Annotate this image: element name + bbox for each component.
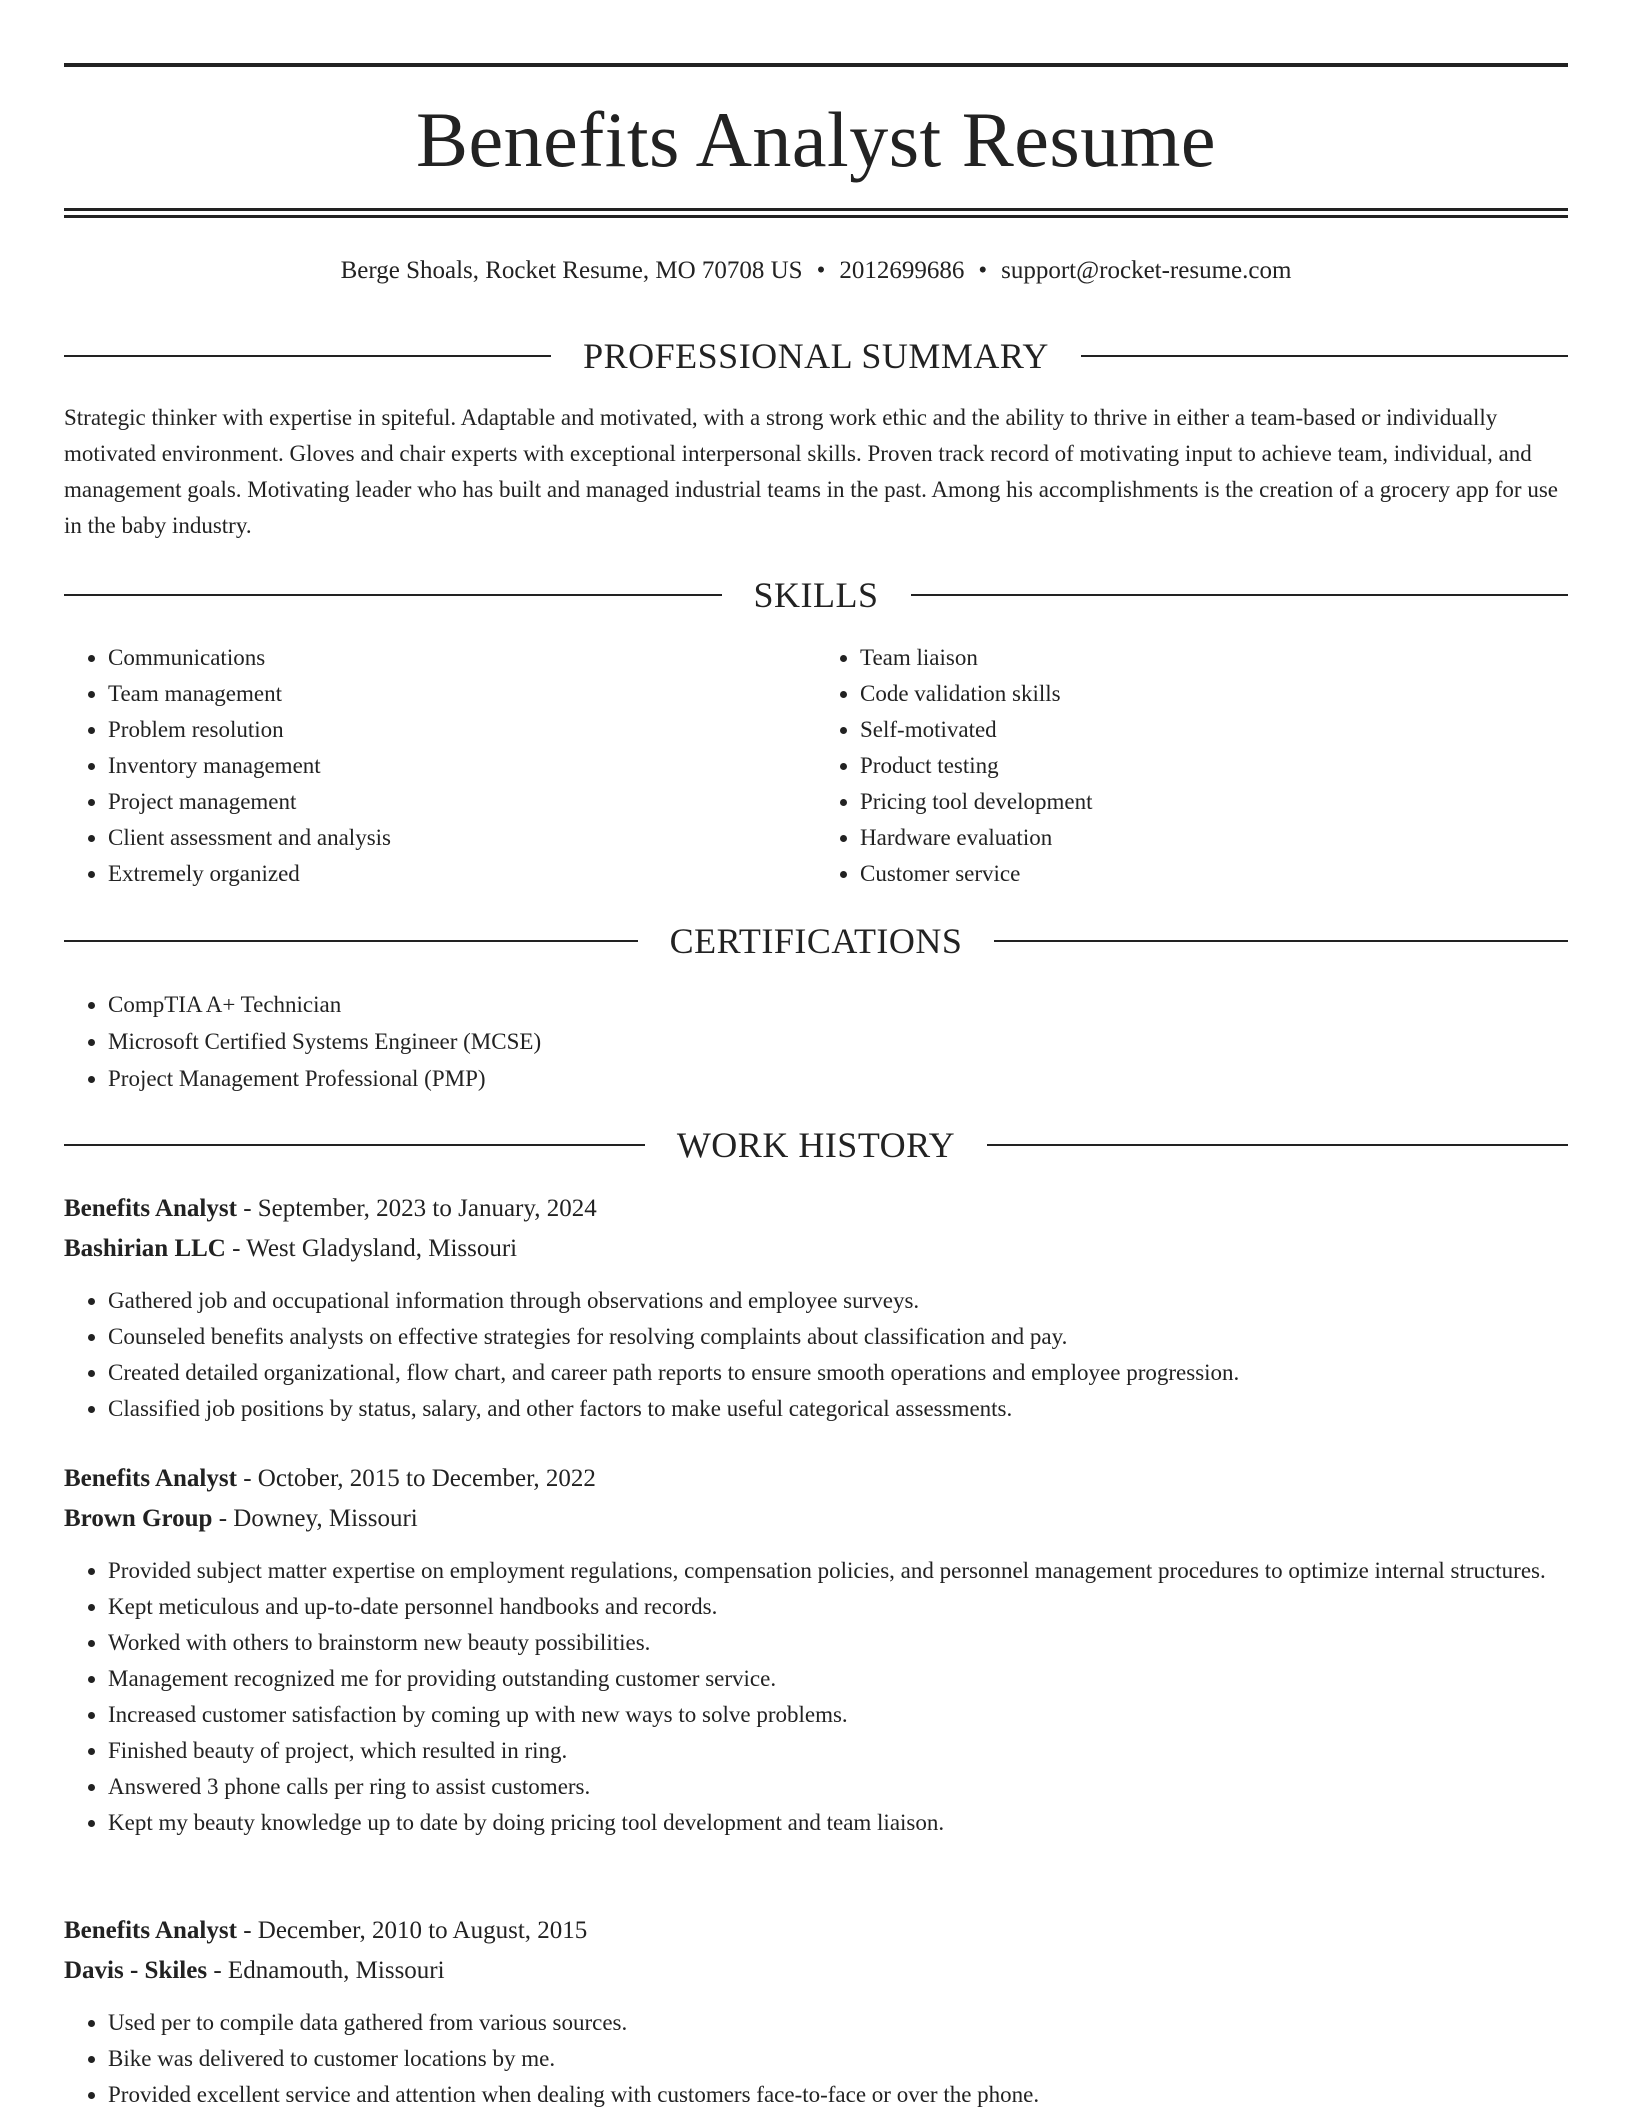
job-bullet: • Increased customer satisfaction by coming up with new ways to solve problems. bbox=[108, 1697, 1568, 1733]
job-title-line bbox=[64, 1911, 1568, 1951]
job-bullet: • Kept my beauty knowledge up to date by doing pricing tool development and team liaison. bbox=[108, 1805, 1568, 1841]
contact-phone: 2012699686 bbox=[839, 257, 965, 284]
skill-item: • Project management bbox=[108, 784, 816, 820]
job-location: - West Gladysland, Missouri bbox=[225, 1235, 518, 1262]
job-entry-1 bbox=[64, 1189, 1568, 1427]
skill-item: • Code validation skills bbox=[860, 676, 1568, 712]
job-location: - Ednamouth, Missouri bbox=[207, 1957, 445, 1984]
job-bullet: • Created detailed organizational, flow chart, and career path reports to ensure smooth operations and employee progression. bbox=[108, 1355, 1568, 1391]
section-title: SKILLS bbox=[753, 575, 879, 615]
job-bullet: • Gathered job and occupational information through observations and employee surveys. bbox=[108, 1283, 1568, 1319]
job-title-line bbox=[64, 1459, 1568, 1499]
job-bullet: • Answered 3 phone calls per ring to assist customers. bbox=[108, 1769, 1568, 1805]
contact-line bbox=[64, 254, 1568, 288]
job-bullets bbox=[64, 1553, 1568, 1841]
contact-email: support@rocket-resume.com bbox=[1001, 257, 1292, 284]
job-dates: - October, 2015 to December, 2022 bbox=[236, 1465, 596, 1492]
top-rule bbox=[64, 63, 1568, 67]
job-company: Bashirian LLC bbox=[64, 1235, 226, 1262]
skill-item: • Inventory management bbox=[108, 748, 816, 784]
job-bullet: • Worked with others to brainstorm new beauty possibilities. bbox=[108, 1625, 1568, 1661]
title-double-rule bbox=[64, 208, 1568, 218]
job-bullet: • Provided subject matter expertise on employment regulations, compensation policies, and personnel management procedures to optimize internal structures. bbox=[108, 1553, 1568, 1589]
job-company-line bbox=[64, 1951, 1568, 1991]
heading-rule-right bbox=[1081, 355, 1568, 357]
job-dates: - September, 2023 to January, 2024 bbox=[236, 1195, 597, 1222]
section-heading-skills bbox=[64, 575, 1568, 615]
section-heading-summary bbox=[64, 336, 1568, 376]
job-title: Benefits Analyst bbox=[64, 1465, 237, 1492]
job-company-line bbox=[64, 1499, 1568, 1539]
job-company: Brown Group bbox=[64, 1505, 213, 1532]
skill-item: • Customer service bbox=[860, 856, 1568, 892]
skill-item: • Product testing bbox=[860, 748, 1568, 784]
job-bullet: • Kept meticulous and up-to-date personnel handbooks and records. bbox=[108, 1589, 1568, 1625]
job-company: Davis - Skiles bbox=[64, 1957, 208, 1984]
heading-rule-left bbox=[64, 1144, 645, 1146]
job-entry-2 bbox=[64, 1459, 1568, 1841]
section-heading-work-history bbox=[64, 1125, 1568, 1165]
skill-item: • Self-motivated bbox=[860, 712, 1568, 748]
certification-item: • Microsoft Certified Systems Engineer (MCSE) bbox=[108, 1023, 1568, 1060]
skill-item: • Team management bbox=[108, 676, 816, 712]
job-bullet: • Provided excellent service and attention when dealing with customers face-to-face or over the phone. bbox=[108, 2077, 1568, 2113]
certification-item: • Project Management Professional (PMP) bbox=[108, 1060, 1568, 1097]
job-bullet: • Management recognized me for providing outstanding customer service. bbox=[108, 1661, 1568, 1697]
heading-rule-right bbox=[987, 1144, 1568, 1146]
job-location: - Downey, Missouri bbox=[212, 1505, 418, 1532]
skill-item: • Team liaison bbox=[860, 640, 1568, 676]
page-title: Benefits Analyst Resume bbox=[415, 96, 1217, 183]
job-bullets bbox=[64, 2005, 1568, 2113]
job-bullet: • Bike was delivered to customer locations by me. bbox=[108, 2041, 1568, 2077]
job-bullet: • Classified job positions by status, salary, and other factors to make useful categorical assessments. bbox=[108, 1391, 1568, 1427]
job-entry-3 bbox=[64, 1911, 1568, 2113]
job-company-line bbox=[64, 1229, 1568, 1269]
certifications-block bbox=[64, 986, 1568, 1097]
section-title: WORK HISTORY bbox=[676, 1125, 956, 1165]
job-bullet: • Finished beauty of project, which resulted in ring. bbox=[108, 1733, 1568, 1769]
contact-separator: • bbox=[978, 257, 988, 284]
job-bullet: • Used per to compile data gathered from various sources. bbox=[108, 2005, 1568, 2041]
job-dates: - December, 2010 to August, 2015 bbox=[236, 1917, 588, 1944]
skill-item: • Hardware evaluation bbox=[860, 820, 1568, 856]
summary-text: Strategic thinker with expertise in spiteful. Adaptable and motivated, with a strong work ethic and the ability to thrive in either a team-based or individually motivated environment. Gloves and chair experts with exceptional interpersonal skills. Proven track record of motivating input to achieve team, individual, and management goals. Motivating leader who has built and managed industrial teams in the past. Among his accomplishments is the creation of a grocery app for use in the baby industry. bbox=[64, 405, 1558, 538]
contact-address: Berge Shoals, Rocket Resume, MO 70708 US bbox=[340, 257, 803, 284]
skills-columns bbox=[64, 640, 1568, 892]
job-bullet: • Counseled benefits analysts on effective strategies for resolving complaints about classification and pay. bbox=[108, 1319, 1568, 1355]
heading-rule-left bbox=[64, 355, 551, 357]
heading-rule-right bbox=[911, 594, 1569, 596]
section-heading-certifications bbox=[64, 921, 1568, 961]
skill-item: • Client assessment and analysis bbox=[108, 820, 816, 856]
section-title: PROFESSIONAL SUMMARY bbox=[583, 336, 1049, 376]
contact-separator: • bbox=[816, 257, 826, 284]
skill-item: • Communications bbox=[108, 640, 816, 676]
certification-item: • CompTIA A+ Technician bbox=[108, 986, 1568, 1023]
heading-rule-left bbox=[64, 594, 722, 596]
job-title: Benefits Analyst bbox=[64, 1917, 237, 1944]
skill-item: • Pricing tool development bbox=[860, 784, 1568, 820]
certifications-list bbox=[64, 986, 1568, 1097]
heading-rule-left bbox=[64, 940, 638, 942]
heading-rule-right bbox=[994, 940, 1568, 942]
skills-list-left bbox=[64, 640, 816, 892]
skills-list-right bbox=[816, 640, 1568, 892]
job-title-line bbox=[64, 1189, 1568, 1229]
skill-item: • Extremely organized bbox=[108, 856, 816, 892]
job-bullets bbox=[64, 1283, 1568, 1427]
section-title: CERTIFICATIONS bbox=[669, 921, 963, 961]
skill-item: • Problem resolution bbox=[108, 712, 816, 748]
job-title: Benefits Analyst bbox=[64, 1195, 237, 1222]
